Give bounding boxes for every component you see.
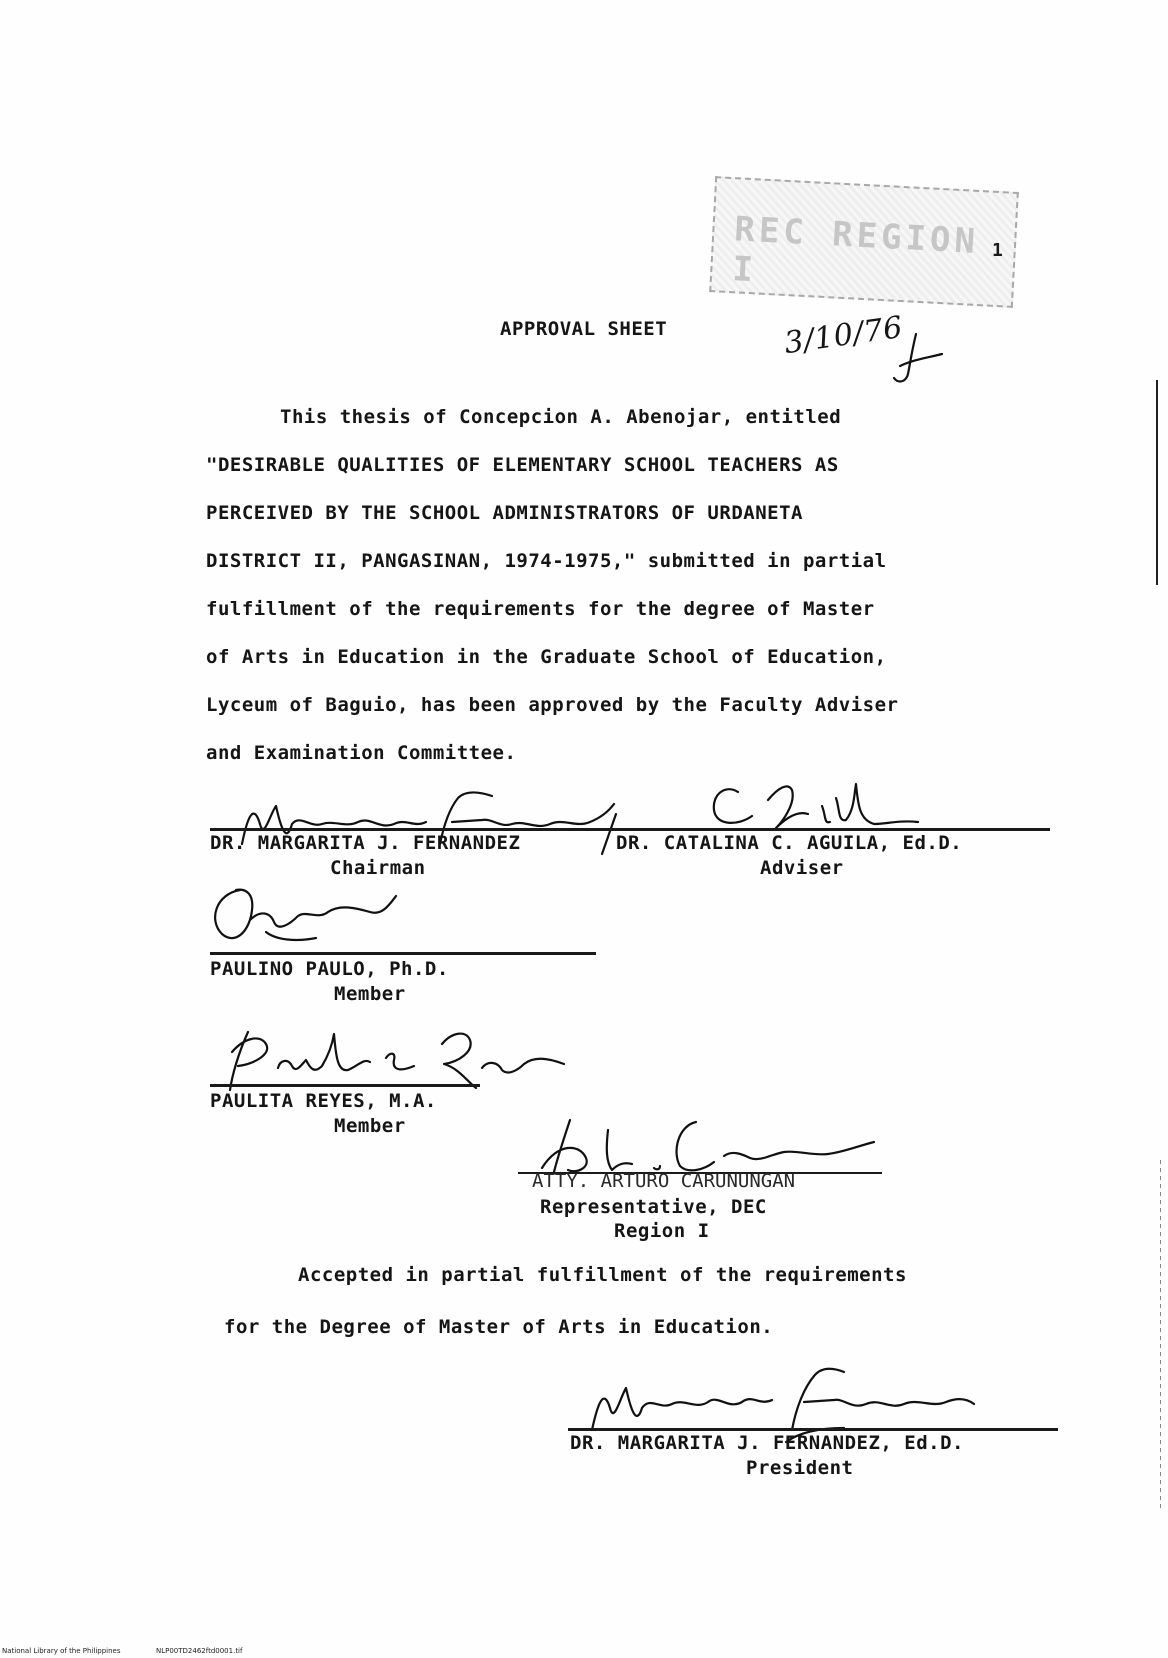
member1-name: PAULINO PAULO, Ph.D. bbox=[210, 958, 449, 980]
body-line-2: "DESIRABLE QUALITIES OF ELEMENTARY SCHOOL TEACHERS AS bbox=[206, 454, 839, 476]
acceptance-line-1: Accepted in partial fulfillment of the requirements bbox=[298, 1264, 907, 1286]
body-line-7: Lyceum of Baguio, has been approved by the Faculty Adviser bbox=[206, 694, 899, 716]
received-stamp bbox=[709, 176, 1019, 308]
body-line-6: of Arts in Education in the Graduate School of Education, bbox=[206, 646, 887, 668]
stamp-initial-signature bbox=[886, 330, 946, 390]
member1-role: Member bbox=[334, 983, 406, 1005]
representative-name: ATTY. ARTURO CARUNUNGAN bbox=[532, 1170, 796, 1192]
member1-signature bbox=[206, 880, 426, 960]
chairman-name: DR. MARGARITA J. FERNANDEZ bbox=[210, 832, 521, 854]
representative-role: Representative, DEC bbox=[540, 1196, 767, 1218]
president-role: President bbox=[746, 1457, 854, 1479]
signature-line-chairman-adviser bbox=[210, 828, 1050, 831]
stamp-handwritten-date: 3/10/76 bbox=[782, 309, 906, 362]
member2-name: PAULITA REYES, M.A. bbox=[210, 1090, 437, 1112]
chairman-role: Chairman bbox=[330, 857, 426, 879]
footer-library: National Library of the Philippines bbox=[2, 1647, 121, 1655]
scan-edge-line bbox=[1156, 380, 1158, 585]
president-name: DR. MARGARITA J. FERNANDEZ, Ed.D. bbox=[570, 1432, 964, 1454]
body-line-5: fulfillment of the requirements for the degree of Master bbox=[206, 598, 875, 620]
body-line-1: This thesis of Concepcion A. Abenojar, entitled bbox=[280, 406, 842, 428]
footer-file-id: NLP00TD2462ftd0001.tif bbox=[156, 1647, 243, 1655]
scan-edge-dotted-line bbox=[1160, 1160, 1161, 1510]
page-title: APPROVAL SHEET bbox=[500, 318, 668, 340]
adviser-name: DR. CATALINA C. AGUILA, Ed.D. bbox=[616, 832, 963, 854]
page-number: 1 bbox=[992, 240, 1003, 261]
stamp-text: REC REGION I bbox=[731, 209, 980, 291]
acceptance-line-2: for the Degree of Master of Arts in Education. bbox=[224, 1316, 774, 1338]
representative-region: Region I bbox=[614, 1220, 710, 1242]
signature-line-member2 bbox=[210, 1084, 480, 1087]
body-line-3: PERCEIVED BY THE SCHOOL ADMINISTRATORS OF URDANETA bbox=[206, 502, 803, 524]
adviser-role: Adviser bbox=[760, 857, 844, 879]
body-line-4: DISTRICT II, PANGASINAN, 1974-1975," submitted in partial bbox=[206, 550, 887, 572]
signature-line-president bbox=[568, 1428, 1058, 1431]
signature-line-member1 bbox=[210, 952, 596, 955]
body-line-8: and Examination Committee. bbox=[206, 742, 517, 764]
member2-role: Member bbox=[334, 1115, 406, 1137]
